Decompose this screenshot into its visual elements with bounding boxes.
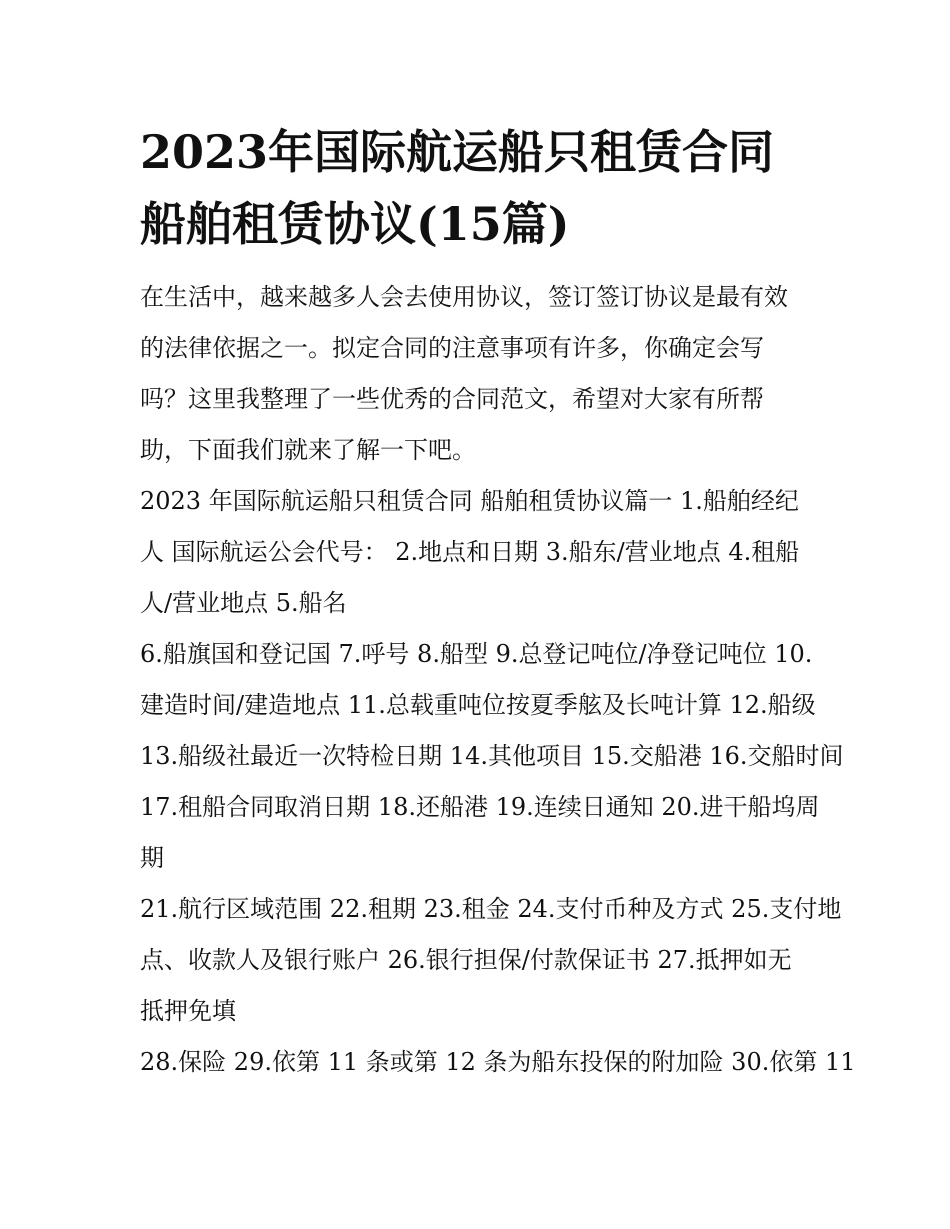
body-line: 2023 年国际航运船只租赁合同 船舶租赁协议篇一 1.船舶经纪 [140, 487, 799, 515]
intro-line: 吗？这里我整理了一些优秀的合同范文，希望对大家有所帮 [140, 385, 764, 413]
intro-line: 的法律依据之一。拟定合同的注意事项有许多，你确定会写 [140, 334, 764, 362]
title-line-2: 船舶租赁协议(15篇) [140, 197, 570, 251]
intro-line: 助，下面我们就来了解一下吧。 [140, 436, 476, 464]
body-line: 21.航行区域范围 22.租期 23.租金 24.支付币种及方式 25.支付地 [140, 895, 842, 923]
body-line: 抵押免填 [140, 997, 236, 1025]
intro-paragraph [140, 272, 816, 476]
body-line: 6.船旗国和登记国 7.呼号 8.船型 9.总登记吨位/净登记吨位 10. [140, 640, 813, 668]
body-paragraph-3 [140, 884, 842, 1037]
body-line: 点、收款人及银行账户 26.银行担保/付款保证书 27.抵押如无 [140, 946, 792, 974]
body-paragraph-1 [140, 476, 816, 629]
document-page [140, 116, 856, 1088]
document-title [140, 116, 816, 260]
body-paragraph-2 [140, 629, 844, 884]
intro-line: 在生活中，越来越多人会去使用协议，签订签订协议是最有效 [140, 283, 788, 311]
body-line: 13.船级社最近一次特检日期 14.其他项目 15.交船港 16.交船时间 [140, 742, 844, 770]
body-line: 28.保险 29.依第 11 条或第 12 条为船东投保的附加险 30.依第 11 [140, 1048, 856, 1076]
body-line: 期 [140, 844, 164, 872]
body-line: 人 国际航运公会代号： 2.地点和日期 3.船东/营业地点 4.租船 [140, 538, 800, 566]
title-line-1: 2023年国际航运船只租赁合同 [140, 125, 775, 179]
body-line: 建造时间/建造地点 11.总载重吨位按夏季舷及长吨计算 12.船级 [140, 691, 816, 719]
body-paragraph-4 [140, 1037, 856, 1088]
body-line: 人/营业地点 5.船名 [140, 589, 347, 617]
body-line: 17.租船合同取消日期 18.还船港 19.连续日通知 20.进干船坞周 [140, 793, 820, 821]
